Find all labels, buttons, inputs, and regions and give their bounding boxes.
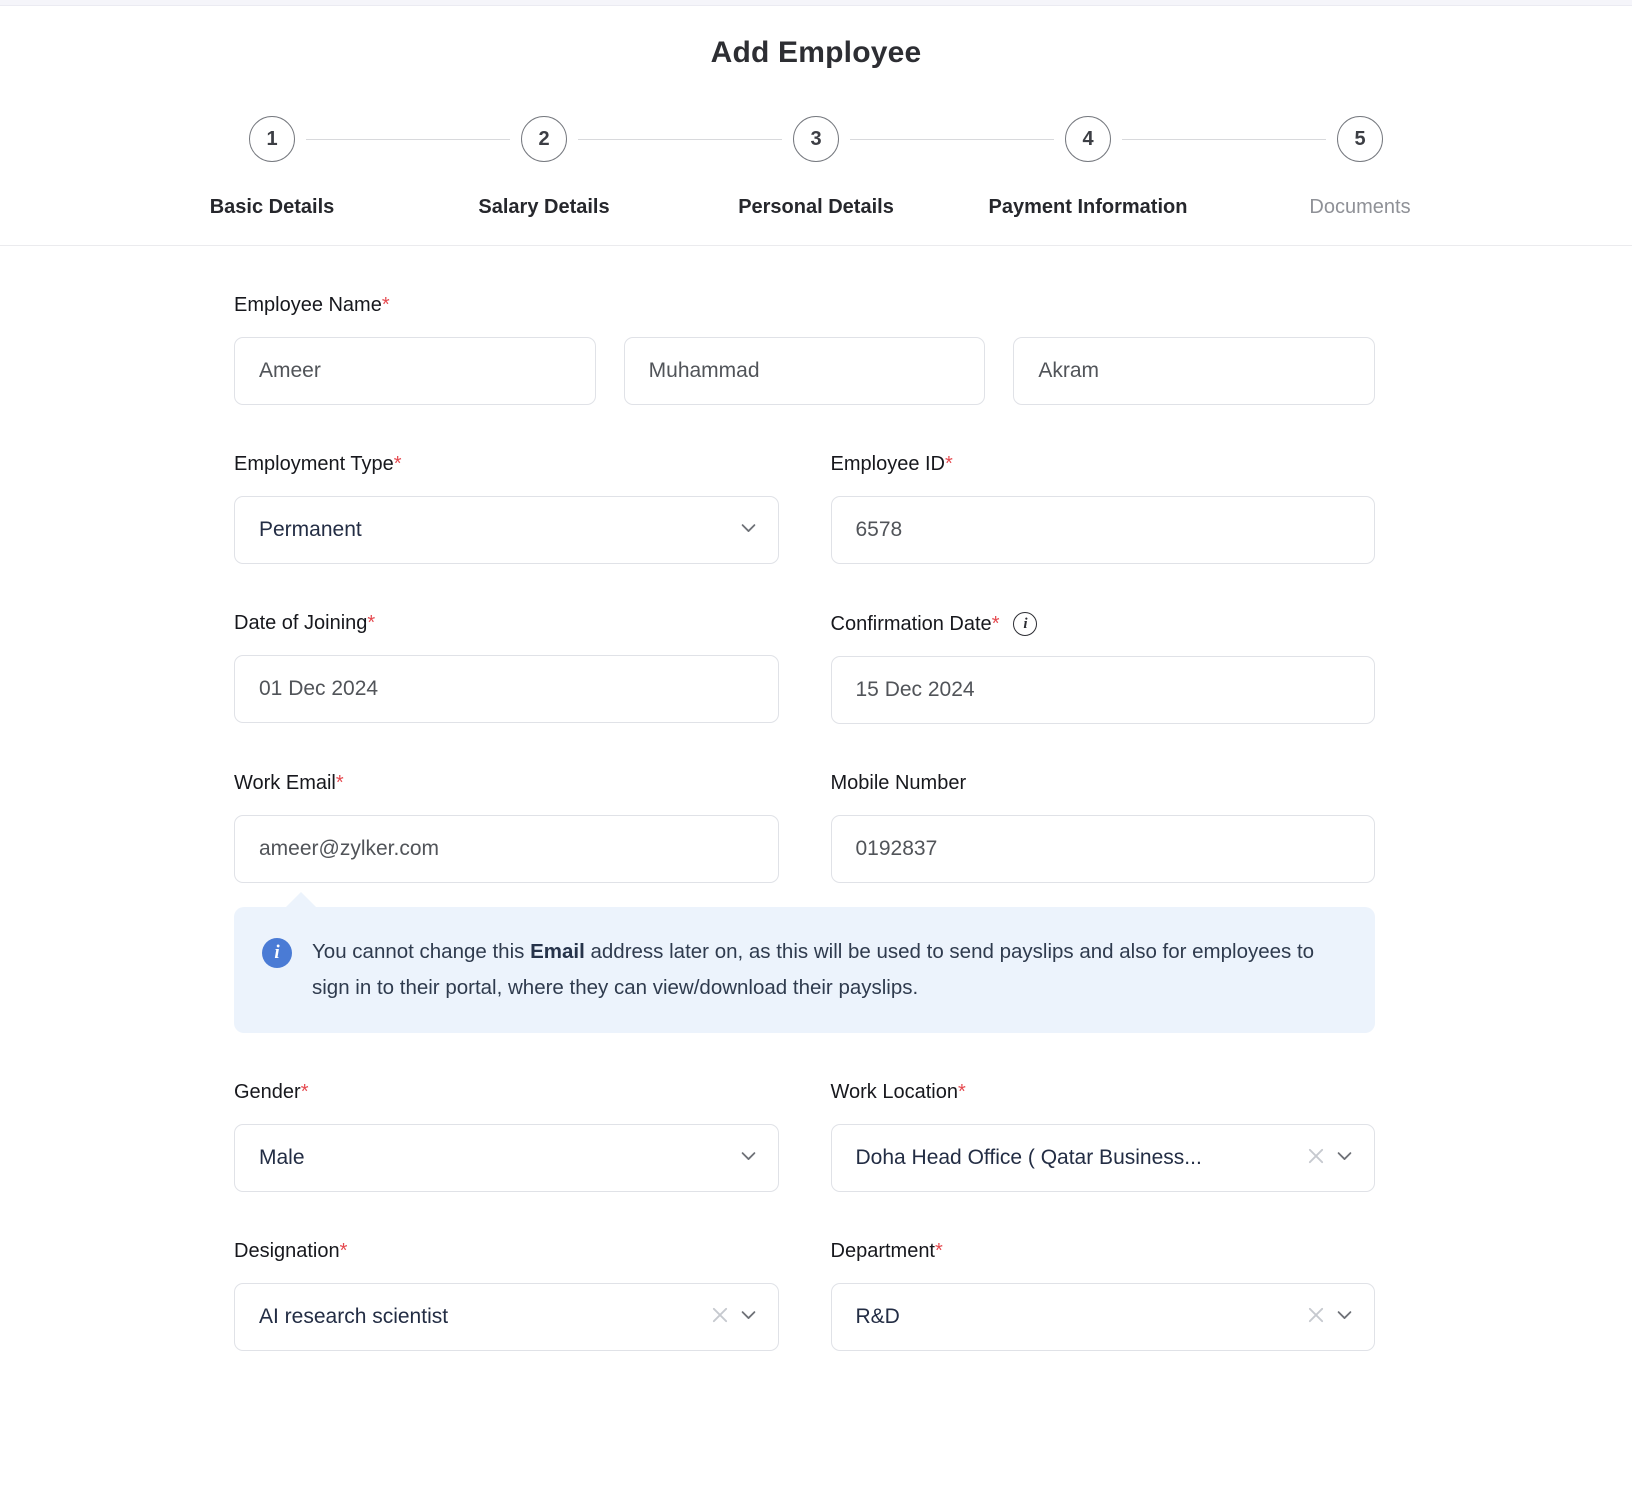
chevron-down-icon xyxy=(1335,1146,1354,1170)
employment-type-value: Permanent xyxy=(259,518,362,541)
work-location-value: Doha Head Office ( Qatar Business... xyxy=(855,1146,1202,1170)
info-icon: i xyxy=(262,938,292,968)
gender-select[interactable] xyxy=(234,1124,779,1192)
email-notice-bold: Email xyxy=(530,940,585,963)
step-basic-details[interactable] xyxy=(136,116,408,219)
designation-select[interactable] xyxy=(234,1283,779,1351)
required-marker: * xyxy=(300,1081,309,1104)
last-name-input[interactable] xyxy=(1013,337,1375,405)
required-marker: * xyxy=(393,453,402,475)
chevron-down-icon xyxy=(739,1146,758,1170)
stepper xyxy=(136,116,1496,219)
step-1-circle: 1 xyxy=(249,116,295,162)
mobile-number-label: Mobile Number xyxy=(830,772,967,794)
chevron-down-icon xyxy=(739,518,758,542)
work-email-input[interactable] xyxy=(234,815,779,883)
date-of-joining-label: Date of Joining* xyxy=(234,612,376,634)
step-5-label: Documents xyxy=(1309,196,1411,218)
work-location-select[interactable] xyxy=(831,1124,1376,1192)
required-marker: * xyxy=(935,1240,943,1263)
required-marker: * xyxy=(945,453,953,475)
middle-name-input[interactable] xyxy=(624,337,986,405)
email-notice-banner xyxy=(234,907,1375,1033)
required-marker: * xyxy=(991,612,1000,635)
gender-label: Gender* xyxy=(234,1081,309,1104)
employee-id-input[interactable] xyxy=(831,496,1376,564)
chevron-down-icon xyxy=(1335,1305,1354,1329)
employment-type-label: Employment Type* xyxy=(234,453,402,475)
required-marker: * xyxy=(381,294,390,316)
required-marker: * xyxy=(957,1081,966,1104)
work-email-label: Work Email* xyxy=(234,772,344,794)
required-marker: * xyxy=(335,772,344,794)
step-5-circle: 5 xyxy=(1337,116,1383,162)
confirmation-date-label: Confirmation Date* i xyxy=(831,612,1376,636)
email-notice-text: You cannot change this Email address later on, as this will be used to send payslips and also for employees to sign in to their portal, where they can view/download their payslips. xyxy=(312,940,1315,1000)
designation-value: AI research scientist xyxy=(259,1305,449,1329)
step-3-label: Personal Details xyxy=(738,196,894,218)
step-salary-details[interactable] xyxy=(408,116,680,219)
clear-icon[interactable] xyxy=(1305,1304,1327,1331)
step-1-label: Basic Details xyxy=(209,196,335,218)
first-name-input[interactable] xyxy=(234,337,596,405)
step-documents[interactable] xyxy=(1224,116,1496,219)
step-4-circle: 4 xyxy=(1065,116,1111,162)
department-label: Department* xyxy=(830,1240,943,1263)
department-value: R&D xyxy=(855,1305,900,1329)
confirmation-date-input[interactable] xyxy=(831,656,1376,724)
step-personal-details[interactable] xyxy=(680,116,952,219)
step-4-label: Payment Information xyxy=(988,196,1188,218)
step-2-label: Salary Details xyxy=(478,196,610,218)
date-of-joining-input[interactable] xyxy=(234,655,779,723)
employee-id-label: Employee ID* xyxy=(830,453,953,475)
required-marker: * xyxy=(339,1240,348,1263)
department-select[interactable] xyxy=(831,1283,1376,1351)
basic-details-form xyxy=(234,294,1375,1397)
required-marker: * xyxy=(367,612,376,634)
clear-icon[interactable] xyxy=(1305,1145,1327,1172)
chevron-down-icon xyxy=(739,1305,758,1329)
employee-name-label: Employee Name* xyxy=(234,294,390,316)
page-header xyxy=(0,6,1632,246)
step-2-circle: 2 xyxy=(521,116,567,162)
gender-value: Male xyxy=(259,1146,305,1170)
work-location-label: Work Location* xyxy=(830,1081,966,1104)
step-3-circle: 3 xyxy=(793,116,839,162)
clear-icon[interactable] xyxy=(709,1304,731,1331)
step-payment-information[interactable] xyxy=(952,116,1224,219)
employment-type-select[interactable] xyxy=(234,496,779,564)
designation-label: Designation* xyxy=(234,1240,348,1263)
mobile-number-input[interactable] xyxy=(831,815,1376,883)
info-icon[interactable]: i xyxy=(1013,612,1037,636)
page-title: Add Employee xyxy=(710,36,922,69)
